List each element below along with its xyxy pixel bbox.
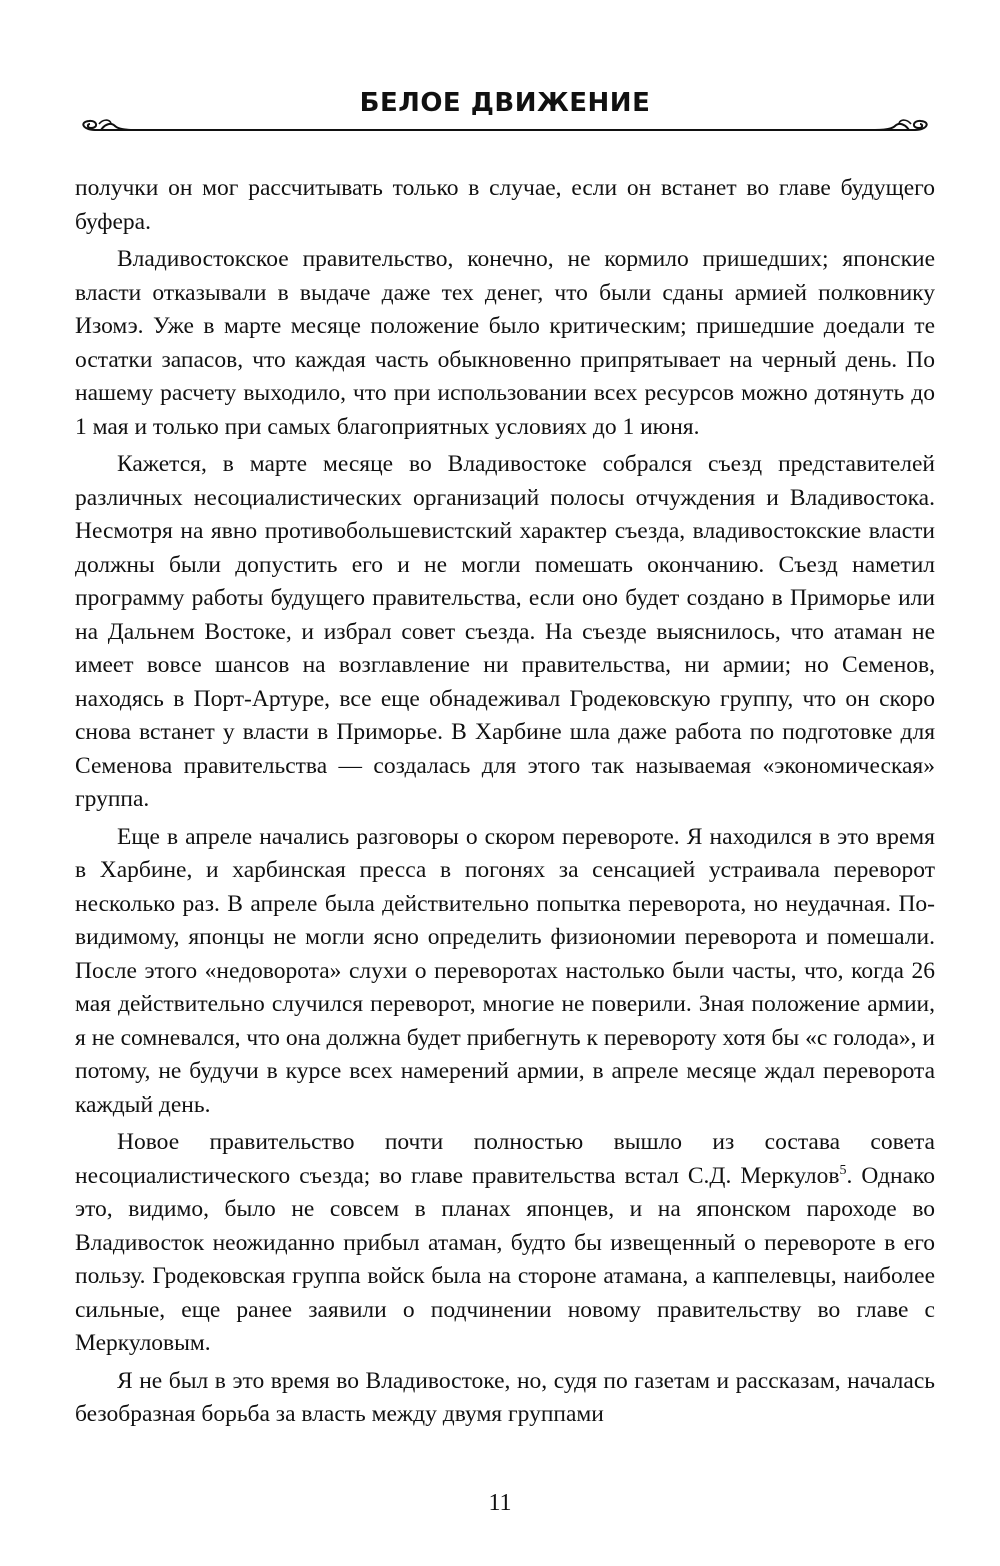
paragraph: Кажется, в марте месяце во Владивостоке собрался съезд представителей различных несоциалистических организаций полосы отчуждения и Владивостока. Несмотря на явно противобольшевистский характер съезда, владивостокские власти должны были допустить его и не могли помешать окончанию. Съезд наметил программу работы будущего правительства, если оно будет создано в Приморье или на Дальнем Востоке, и избрал совет съезда. На съезде выяснилось, что атаман не имеет вовсе шансов на возглавление ни правительства, ни армии; но Семенов, находясь в Порт-Артуре, все еще обнадеживал Гродековскую группу, что он скоро снова встанет у власти в Приморье. В Харбине шла даже работа по подготовке для Семенова правительства — создалась для этого так называемая «экономическая» группа. bbox=[75, 451, 935, 812]
header-title: БЕЛОЕ ДВИЖЕНИЕ bbox=[359, 88, 651, 118]
paragraph-text: . Однако это, видимо, было не совсем в планах японцев, и на японском пароходе во Владивосток неожиданно прибыл атаман, будто бы извещенный о перевороте в его пользу. Гродековская группа войск была на стороне атамана, а каппелевцы, наиболее сильные, еще ранее заявили о подчинении новому правительству во главе с Меркуловым. bbox=[75, 1162, 935, 1356]
header-rule bbox=[95, 129, 915, 131]
page-body bbox=[75, 172, 935, 1436]
ornament-right-icon bbox=[875, 116, 935, 136]
paragraph: Владивостокское правительство, конечно, не кормило пришедших; японские власти отказывали в выдаче даже тех денег, что были сданы армией полковнику Изомэ. Уже в марте месяце положение было критическим; пришедшие доедали те остатки запасов, что каждая часть обыкновенно припрятывает на черный день. По нашему расчету выходило, что при использовании всех ресурсов можно дотянуть до 1 мая и только при самых благоприятных условиях до 1 июня. bbox=[75, 246, 935, 440]
paragraph-with-footnote bbox=[75, 1126, 935, 1361]
paragraph: Еще в апреле начались разговоры о скором перевороте. Я находился в это время в Харбине, и харбинская пресса в погонях за сенсацией устраивала переворот несколько раз. В апреле была действительно попытка переворота, но неудачная. По-видимому, японцы не могли ясно определить физиономии переворота и помешали. После этого «недоворота» слухи о переворотах настолько были часты, что, когда 26 мая действительно случился переворот, многие не поверили. Зная положение армии, я не сомневался, что она должна будет прибегнуть к перевороту хотя бы «с голода», и потому, не будучи в курсе всех намерений армии, в апреле месяце ждал переворота каждый день. bbox=[75, 823, 935, 1118]
running-header bbox=[75, 80, 935, 140]
page-number: 11 bbox=[488, 1490, 512, 1516]
paragraph: Я не был в это время во Владивостоке, но, судя по газетам и рассказам, началась безобразная борьба за власть между двумя группами bbox=[75, 1367, 935, 1427]
paragraph-text: Новое правительство почти полностью вышло из состава совета несоциалистического съезда; во главе правительства встал С.Д. Меркулов bbox=[75, 1129, 935, 1189]
paragraph: получки он мог рассчитывать только в случае, если он встанет во главе будущего буфера. bbox=[75, 175, 935, 235]
footnote-mark: 5 bbox=[839, 1162, 847, 1178]
ornament-left-icon bbox=[75, 116, 135, 136]
